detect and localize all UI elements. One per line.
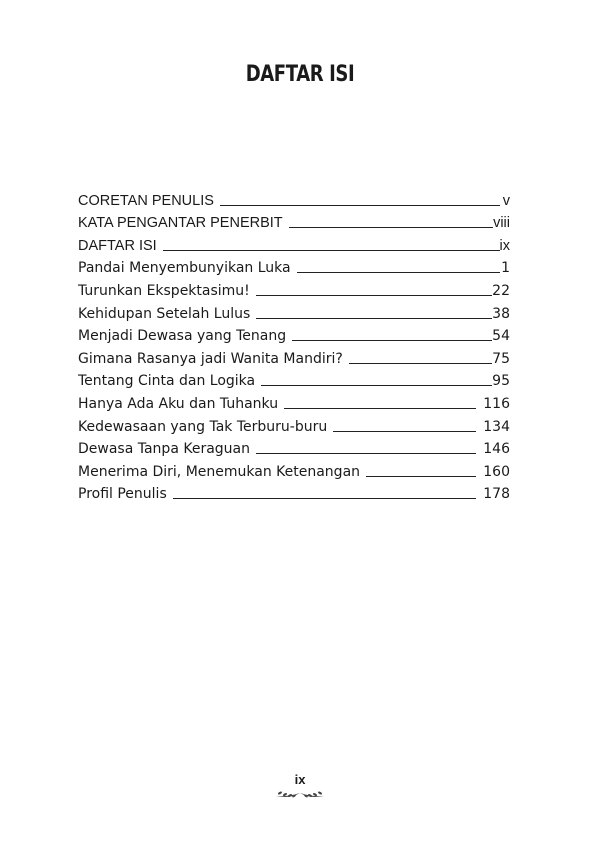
toc-leader-line bbox=[349, 363, 492, 364]
toc-entry-title: CORETAN PENULIS bbox=[78, 192, 214, 209]
toc-entry-page: 22 bbox=[492, 282, 510, 299]
toc-entry-title: Hanya Ada Aku dan Tuhanku bbox=[78, 395, 279, 412]
toc-entry-title: Kedewasaan yang Tak Terburu-buru bbox=[78, 418, 328, 435]
toc-entry-title: Gimana Rasanya jadi Wanita Mandiri? bbox=[78, 350, 343, 367]
toc-entry-title: Kehidupan Setelah Lulus bbox=[78, 305, 251, 322]
page-number: ix bbox=[294, 772, 306, 787]
toc-entry-page: 134 bbox=[483, 418, 510, 435]
toc-leader-line bbox=[284, 408, 476, 409]
toc-leader-line bbox=[163, 250, 500, 251]
table-of-contents bbox=[78, 186, 510, 502]
toc-entry-page: 95 bbox=[492, 373, 510, 390]
toc-entry-title: Turunkan Ekspektasimu! bbox=[78, 282, 250, 299]
toc-entry-title: Pandai Menyembunyikan Luka bbox=[78, 260, 291, 277]
toc-leader-line bbox=[256, 295, 492, 296]
toc-entry bbox=[78, 367, 510, 390]
page-footer bbox=[0, 772, 600, 801]
toc-entry-page: 146 bbox=[483, 441, 510, 458]
toc-entry-title: KATA PENGANTAR PENERBIT bbox=[78, 215, 283, 232]
toc-entry-page: 160 bbox=[483, 463, 510, 480]
toc-entry bbox=[78, 231, 510, 254]
toc-leader-line bbox=[292, 340, 492, 341]
toc-entry-page: v bbox=[502, 192, 510, 209]
toc-leader-line bbox=[289, 227, 493, 228]
toc-entry bbox=[78, 209, 510, 232]
toc-entry bbox=[78, 435, 510, 458]
toc-leader-line bbox=[261, 385, 492, 386]
toc-entry bbox=[78, 186, 510, 209]
toc-leader-line bbox=[173, 498, 476, 499]
toc-leader-line bbox=[366, 476, 476, 477]
toc-entry-page: 178 bbox=[483, 486, 510, 503]
toc-entry-title: Profil Penulis bbox=[78, 486, 167, 503]
toc-leader-line bbox=[256, 453, 476, 454]
toc-entry-title: Tentang Cinta dan Logika bbox=[78, 373, 256, 390]
toc-leader-line bbox=[333, 431, 476, 432]
toc-entry bbox=[78, 276, 510, 299]
toc-entry bbox=[78, 344, 510, 367]
toc-entry bbox=[78, 322, 510, 345]
toc-leader-line bbox=[256, 318, 492, 319]
toc-entry-page: ix bbox=[499, 237, 510, 254]
toc-entry-page: 75 bbox=[492, 350, 510, 367]
toc-entry-page: viii bbox=[493, 215, 510, 232]
laurel-ornament-icon bbox=[272, 787, 328, 801]
toc-leader-line bbox=[297, 272, 500, 273]
toc-entry bbox=[78, 389, 510, 412]
toc-entry-page: 1 bbox=[501, 260, 510, 277]
page-title: DAFTAR ISI bbox=[245, 62, 355, 87]
toc-entry-page: 116 bbox=[483, 395, 510, 412]
toc-entry-title: DAFTAR ISI bbox=[78, 237, 157, 254]
toc-entry-page: 38 bbox=[492, 305, 510, 322]
toc-entry bbox=[78, 457, 510, 480]
toc-entry-page: 54 bbox=[492, 328, 510, 345]
toc-entry bbox=[78, 254, 510, 277]
toc-entry-title: Menjadi Dewasa yang Tenang bbox=[78, 328, 287, 345]
toc-entry bbox=[78, 480, 510, 503]
toc-entry-title: Dewasa Tanpa Keraguan bbox=[78, 441, 250, 458]
toc-leader-line bbox=[220, 205, 500, 206]
toc-entry-title: Menerima Diri, Menemukan Ketenangan bbox=[78, 463, 361, 480]
toc-entry bbox=[78, 412, 510, 435]
toc-entry bbox=[78, 299, 510, 322]
